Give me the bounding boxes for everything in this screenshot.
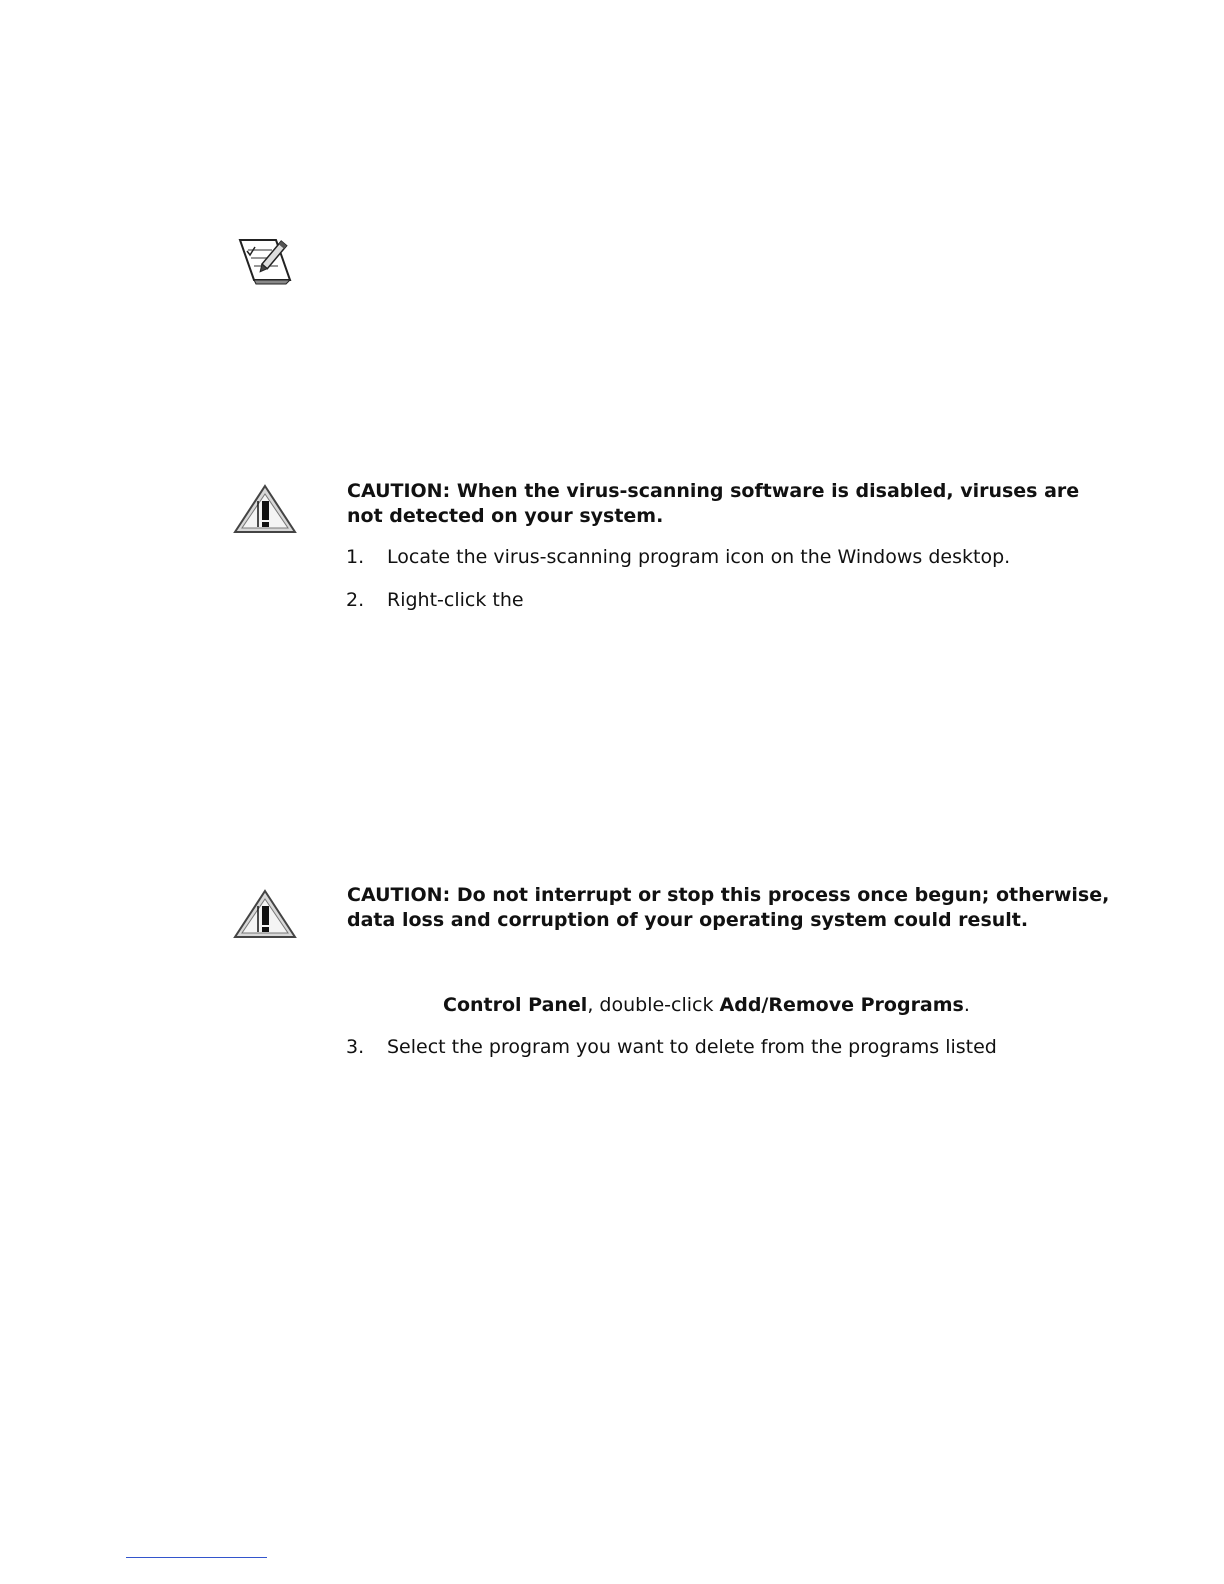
add-remove-programs-term: Add/Remove Programs <box>719 994 964 1016</box>
list-item <box>346 588 524 612</box>
footer-rule <box>126 1557 267 1558</box>
caution-message: When the virus-scanning software is disabled, viruses are not detected on your system. <box>347 480 1080 527</box>
step-text: Select the program you want to delete from the programs listed <box>387 1036 997 1058</box>
step-number: 2. <box>346 589 365 611</box>
note-pencil-icon <box>236 232 296 286</box>
list-item <box>346 1035 997 1059</box>
list-item <box>346 545 1010 569</box>
caution-note <box>347 479 1117 529</box>
step-number: 1. <box>346 546 365 568</box>
control-panel-instruction <box>443 993 970 1017</box>
step-text: Right-click the <box>387 589 524 611</box>
caution-label: CAUTION: <box>347 480 451 502</box>
instruction-text: , double-click <box>587 994 720 1016</box>
step-text: Locate the virus-scanning program icon on the Windows desktop. <box>387 546 1011 568</box>
caution-note <box>347 883 1117 933</box>
caution-triangle-icon <box>233 484 297 534</box>
step-number: 3. <box>346 1036 365 1058</box>
control-panel-term: Control Panel <box>443 994 588 1016</box>
caution-label: CAUTION: <box>347 884 451 906</box>
caution-message: Do not interrupt or stop this process once begun; otherwise, data loss and corruption of your operating system could result. <box>347 884 1110 931</box>
instruction-period: . <box>963 994 970 1016</box>
caution-triangle-icon <box>233 889 297 939</box>
